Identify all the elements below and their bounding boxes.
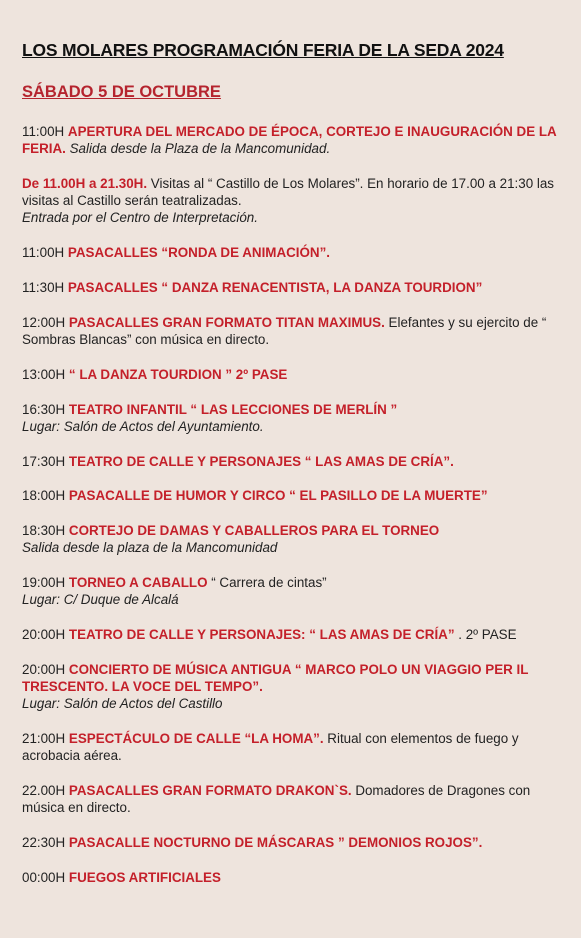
event-description: . 2º PASE bbox=[454, 627, 517, 643]
event-item bbox=[22, 522, 568, 556]
event-description: Ritual con elementos de fuego y acrobacia aérea. bbox=[22, 731, 519, 764]
event-item bbox=[22, 782, 568, 816]
event-location-note: Entrada por el Centro de Interpretación. bbox=[22, 210, 258, 226]
event-item bbox=[22, 661, 568, 713]
event-title: TEATRO DE CALLE Y PERSONAJES: “ LAS AMAS DE CRÍA” bbox=[68, 627, 455, 643]
event-time: 11:00H bbox=[22, 124, 68, 139]
event-item bbox=[22, 869, 568, 886]
event-time: 19:00H bbox=[22, 575, 69, 591]
event-location-note: Lugar: C/ Duque de Alcalá bbox=[22, 592, 179, 608]
event-time: 22.00H bbox=[22, 783, 69, 799]
event-title: PASACALLE DE HUMOR Y CIRCO “ EL PASILLO DE LA MUERTE” bbox=[68, 488, 488, 504]
event-line bbox=[22, 730, 568, 764]
event-item bbox=[22, 730, 568, 764]
event-line bbox=[22, 453, 568, 470]
event-time: 13:00H bbox=[22, 366, 69, 382]
event-description: Elefantes y su ejercito de “ Sombras Blancas” con música en directo. bbox=[22, 314, 547, 347]
event-line bbox=[22, 487, 568, 504]
event-line bbox=[22, 366, 568, 383]
event-item bbox=[22, 123, 568, 157]
event-location-note: Salida desde la Plaza de la Mancomunidad. bbox=[65, 141, 331, 157]
event-item bbox=[22, 366, 568, 383]
event-line bbox=[22, 401, 568, 418]
event-title: PASACALLES GRAN FORMATO DRAKON`S. bbox=[68, 783, 352, 799]
event-item bbox=[22, 834, 568, 851]
event-item bbox=[22, 574, 568, 608]
event-item bbox=[22, 401, 568, 435]
event-title: “ LA DANZA TOURDION ” 2º PASE bbox=[68, 366, 288, 382]
event-title: TEATRO INFANTIL “ LAS LECCIONES DE MERLÍN ” bbox=[68, 401, 398, 417]
event-line bbox=[22, 834, 568, 851]
event-time: 20:00H bbox=[22, 627, 69, 643]
event-item bbox=[22, 279, 568, 296]
event-title: TEATRO DE CALLE Y PERSONAJES “ LAS AMAS DE CRÍA”. bbox=[68, 453, 454, 469]
event-time: 00:00H bbox=[22, 869, 69, 885]
event-line bbox=[22, 314, 568, 348]
event-title: PASACALLE NOCTURNO DE MÁSCARAS ” DEMONIOS ROJOS”. bbox=[68, 835, 483, 851]
event-line bbox=[22, 279, 568, 296]
event-description: “ Carrera de cintas” bbox=[207, 575, 327, 591]
event-title: FUEGOS ARTIFICIALES bbox=[68, 869, 221, 885]
event-time: 20:00H bbox=[22, 661, 69, 677]
event-line bbox=[22, 626, 568, 643]
event-item bbox=[22, 314, 568, 348]
event-description: Domadores de Dragones con música en directo. bbox=[22, 783, 531, 816]
event-time: 11:00H bbox=[22, 245, 68, 261]
event-line bbox=[22, 123, 568, 157]
event-time: 17:30H bbox=[22, 453, 69, 469]
event-line bbox=[22, 661, 568, 695]
event-item bbox=[22, 453, 568, 470]
event-time: 18:00H bbox=[22, 488, 69, 504]
event-line bbox=[22, 522, 568, 539]
event-time: 12:00H bbox=[22, 314, 69, 330]
event-item bbox=[22, 244, 568, 261]
event-time: 22:30H bbox=[22, 835, 69, 851]
day-heading: SÁBADO 5 DE OCTUBRE bbox=[22, 83, 221, 101]
event-line bbox=[22, 782, 568, 816]
event-title: PASACALLES “ DANZA RENACENTISTA, LA DANZA TOURDION” bbox=[67, 280, 483, 295]
event-time: 11:30H bbox=[22, 280, 68, 295]
event-line bbox=[22, 869, 568, 886]
event-description: Visitas al “ Castillo de Los Molares”. En horario de 17.00 a 21:30 las visitas al Castillo serán teatralizadas. bbox=[22, 176, 554, 209]
event-location-note: Lugar: Salón de Actos del Castillo bbox=[22, 696, 223, 712]
event-time: 18:30H bbox=[22, 523, 69, 539]
event-title: TORNEO A CABALLO bbox=[68, 575, 208, 591]
event-title: PASACALLES “RONDA DE ANIMACIÓN”. bbox=[67, 245, 331, 261]
event-item bbox=[22, 626, 568, 643]
event-location-note: Salida desde la plaza de la Mancomunidad bbox=[22, 540, 278, 556]
event-title: APERTURA DEL MERCADO DE ÉPOCA, CORTEJO E INAUGURACIÓN DE LA FERIA. bbox=[22, 124, 557, 157]
event-item bbox=[22, 487, 568, 504]
event-location-note: Lugar: Salón de Actos del Ayuntamiento. bbox=[22, 418, 264, 434]
event-time: 21:00H bbox=[22, 731, 69, 747]
page-title: LOS MOLARES PROGRAMACIÓN FERIA DE LA SEDA 2024 bbox=[22, 40, 504, 60]
event-title: ESPECTÁCULO DE CALLE “LA HOMA”. bbox=[68, 731, 324, 747]
event-title: De 11.00H a 21.30H. bbox=[22, 176, 148, 191]
event-title: PASACALLES GRAN FORMATO TITAN MAXIMUS. bbox=[68, 314, 385, 330]
event-title: CORTEJO DE DAMAS Y CABALLEROS PARA EL TORNEO bbox=[68, 523, 440, 539]
event-list bbox=[22, 123, 568, 904]
event-time: 16:30H bbox=[22, 401, 69, 417]
event-line bbox=[22, 244, 568, 261]
event-title: CONCIERTO DE MÚSICA ANTIGUA “ MARCO POLO UN VIAGGIO PER IL TRESCENTO. LA VOCE DEL TEMPO”. bbox=[22, 661, 529, 695]
event-line bbox=[22, 574, 568, 591]
event-item bbox=[22, 175, 568, 227]
event-line bbox=[22, 175, 568, 209]
